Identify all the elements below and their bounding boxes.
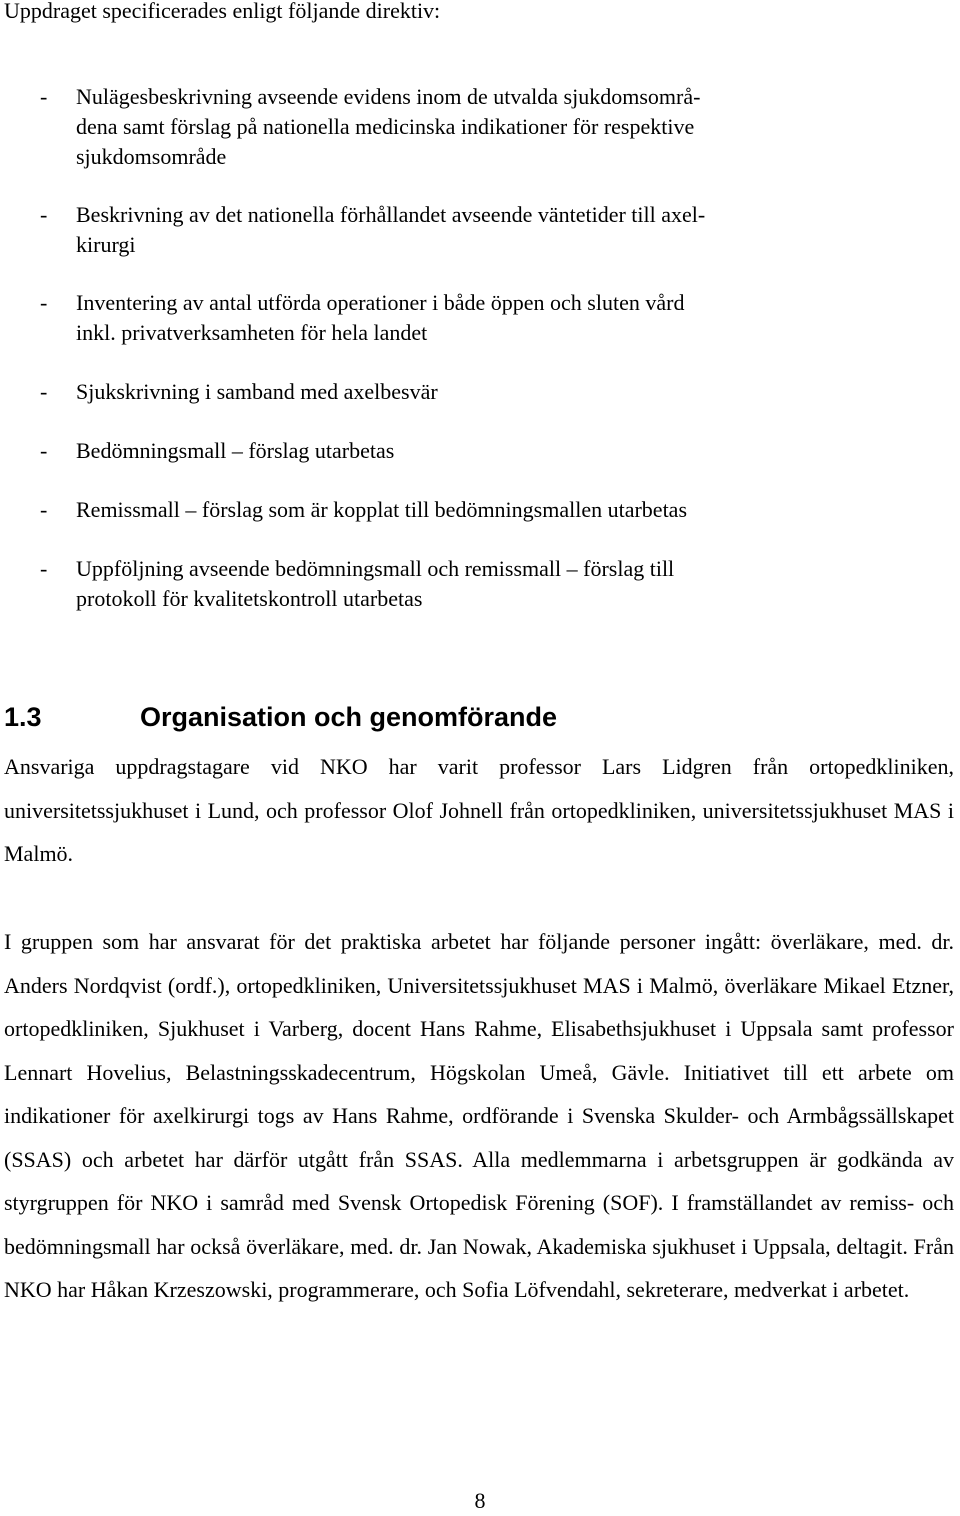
list-dash: - bbox=[40, 84, 48, 109]
list-dash: - bbox=[40, 497, 48, 522]
intro-text: Uppdraget specificerades enligt följande direktiv: bbox=[4, 0, 441, 23]
paragraph-working-group: I gruppen som har ansvarat för det praktiska arbetet har följande personer ingått: överläkare, med. dr. Anders Nordqvist (ordf.), ortopedkliniken, Universitetssjukhuset MAS i Malmö, överläkare Mikael Etzner, ortopedkliniken, Sjukhuset i Varberg, docent Hans Rahme, Elisabethsjukhuset i Uppsala samt professor Lennart Hovelius, Belastningsskadecentrum, Högskolan Umeå, Gävle. Initiativet till ett arbete om indikationer för axelkirurgi togs av Hans Rahme, ordförande i Svenska Skulder- och Armbågssällskapet (SSAS) och arbetet har därför utgått från SSAS. Alla medlemmarna i arbetsgruppen är godkända av styrgruppen för NKO i samråd med Svensk Ortopedisk Förening (SOF). I framställandet av remiss- och bedömningsmall har också överläkare, med. dr. Jan Nowak, Akademiska sjukhuset i Uppsala, deltagit. Från NKO har Håkan Krzeszowski, programmerare, och Sofia Löfvendahl, sekreterare, medverkat i arbetet. bbox=[4, 929, 954, 1302]
list-item-line: Nulägesbeskrivning avseende evidens inom de utvalda sjukdomsområ- bbox=[76, 84, 701, 109]
section-number: 1.3 bbox=[4, 702, 42, 732]
list-item bbox=[40, 554, 820, 614]
list-item-line: inkl. privatverksamheten för hela landet bbox=[76, 320, 428, 345]
list-item-line: Inventering av antal utförda operationer i både öppen och sluten vård bbox=[76, 290, 685, 315]
paragraph-responsible: Ansvariga uppdragstagare vid NKO har varit professor Lars Lidgren från ortopedkliniken, universitetssjukhuset i Lund, och professor Olof Johnell från ortopedkliniken, universitetssjukhuset MAS i Malmö. bbox=[4, 754, 954, 866]
list-dash: - bbox=[40, 379, 48, 404]
list-item bbox=[40, 82, 820, 172]
list-item-line: Uppföljning avseende bedömningsmall och remissmall – förslag till bbox=[76, 556, 675, 581]
list-item-line: protokoll för kvalitetskontroll utarbetas bbox=[76, 586, 423, 611]
section-heading bbox=[4, 700, 557, 734]
page-number: 8 bbox=[474, 1488, 486, 1513]
list-item bbox=[40, 436, 820, 466]
list-item bbox=[40, 288, 820, 348]
list-item bbox=[40, 200, 820, 260]
section-title: Organisation och genomförande bbox=[140, 702, 558, 732]
list-item-line: sjukdomsområde bbox=[76, 144, 227, 169]
list-item-line: Bedömningsmall – förslag utarbetas bbox=[76, 438, 395, 463]
list-item bbox=[40, 495, 820, 525]
list-dash: - bbox=[40, 556, 48, 581]
list-item-line: Remissmall – förslag som är kopplat till bedömningsmallen utarbetas bbox=[76, 497, 688, 522]
list-item bbox=[40, 377, 820, 407]
list-item-line: kirurgi bbox=[76, 232, 136, 257]
list-item-line: Beskrivning av det nationella förhållandet avseende väntetider till axel- bbox=[76, 202, 706, 227]
list-dash: - bbox=[40, 438, 48, 463]
list-item-line: dena samt förslag på nationella medicinska indikationer för respektive bbox=[76, 114, 695, 139]
list-dash: - bbox=[40, 202, 48, 227]
list-item-line: Sjukskrivning i samband med axelbesvär bbox=[76, 379, 438, 404]
list-dash: - bbox=[40, 290, 48, 315]
